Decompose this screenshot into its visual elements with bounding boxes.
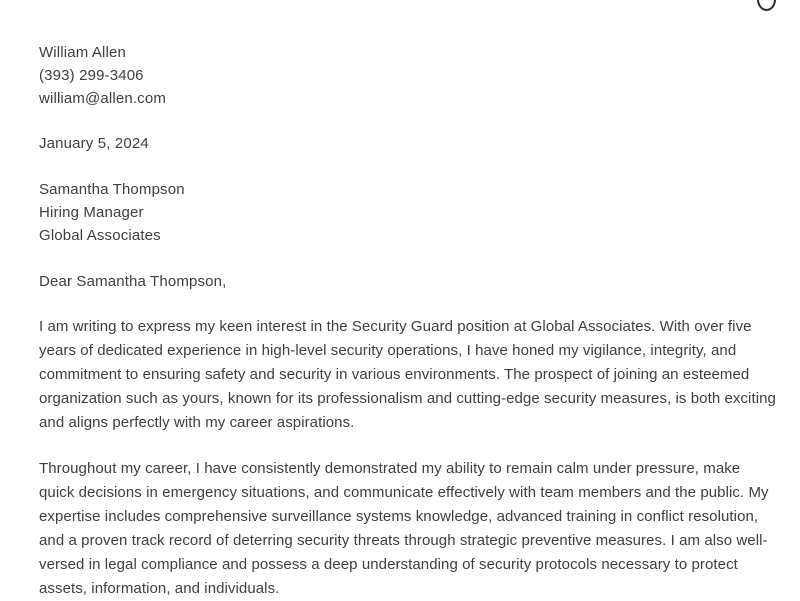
recipient-name: Samantha Thompson (39, 181, 185, 198)
recipient-title: Hiring Manager (39, 204, 144, 221)
salutation-block (39, 270, 777, 293)
sender-contact-block (39, 41, 777, 110)
letter-date: January 5, 2024 (39, 135, 149, 152)
recipient-company: Global Associates (39, 227, 161, 244)
letter-date-block (39, 132, 777, 155)
sender-name: William Allen (39, 44, 126, 61)
body-paragraph-1: I am writing to express my keen interest in the Security Guard position at Global Associates. With over five years of dedicated experience in high-level security operations, I have honed my vigilance, integrity, and commitment to ensuring safety and security in various environments. The prospect of joining an esteemed organization such as yours, known for its professionalism and cutting-edge security measures, is both exciting and aligns perfectly with my career aspirations. (39, 318, 776, 431)
sender-phone: (393) 299-3406 (39, 67, 144, 84)
sender-email: william@allen.com (39, 90, 166, 107)
cover-letter-body (39, 0, 777, 601)
salutation: Dear Samantha Thompson, (39, 273, 227, 290)
body-paragraph-2: Throughout my career, I have consistently demonstrated my ability to remain calm under pressure, make quick decisions in emergency situations, and communicate effectively with team members and the public. My expertise includes comprehensive surveillance systems knowledge, advanced training in conflict resolution, and a proven track record of deterring security threats through strategic preventive measures. I am also well-versed in legal compliance and possess a deep understanding of security protocols necessary to protect assets, information, and individuals. (39, 460, 769, 597)
recipient-block (39, 178, 777, 247)
